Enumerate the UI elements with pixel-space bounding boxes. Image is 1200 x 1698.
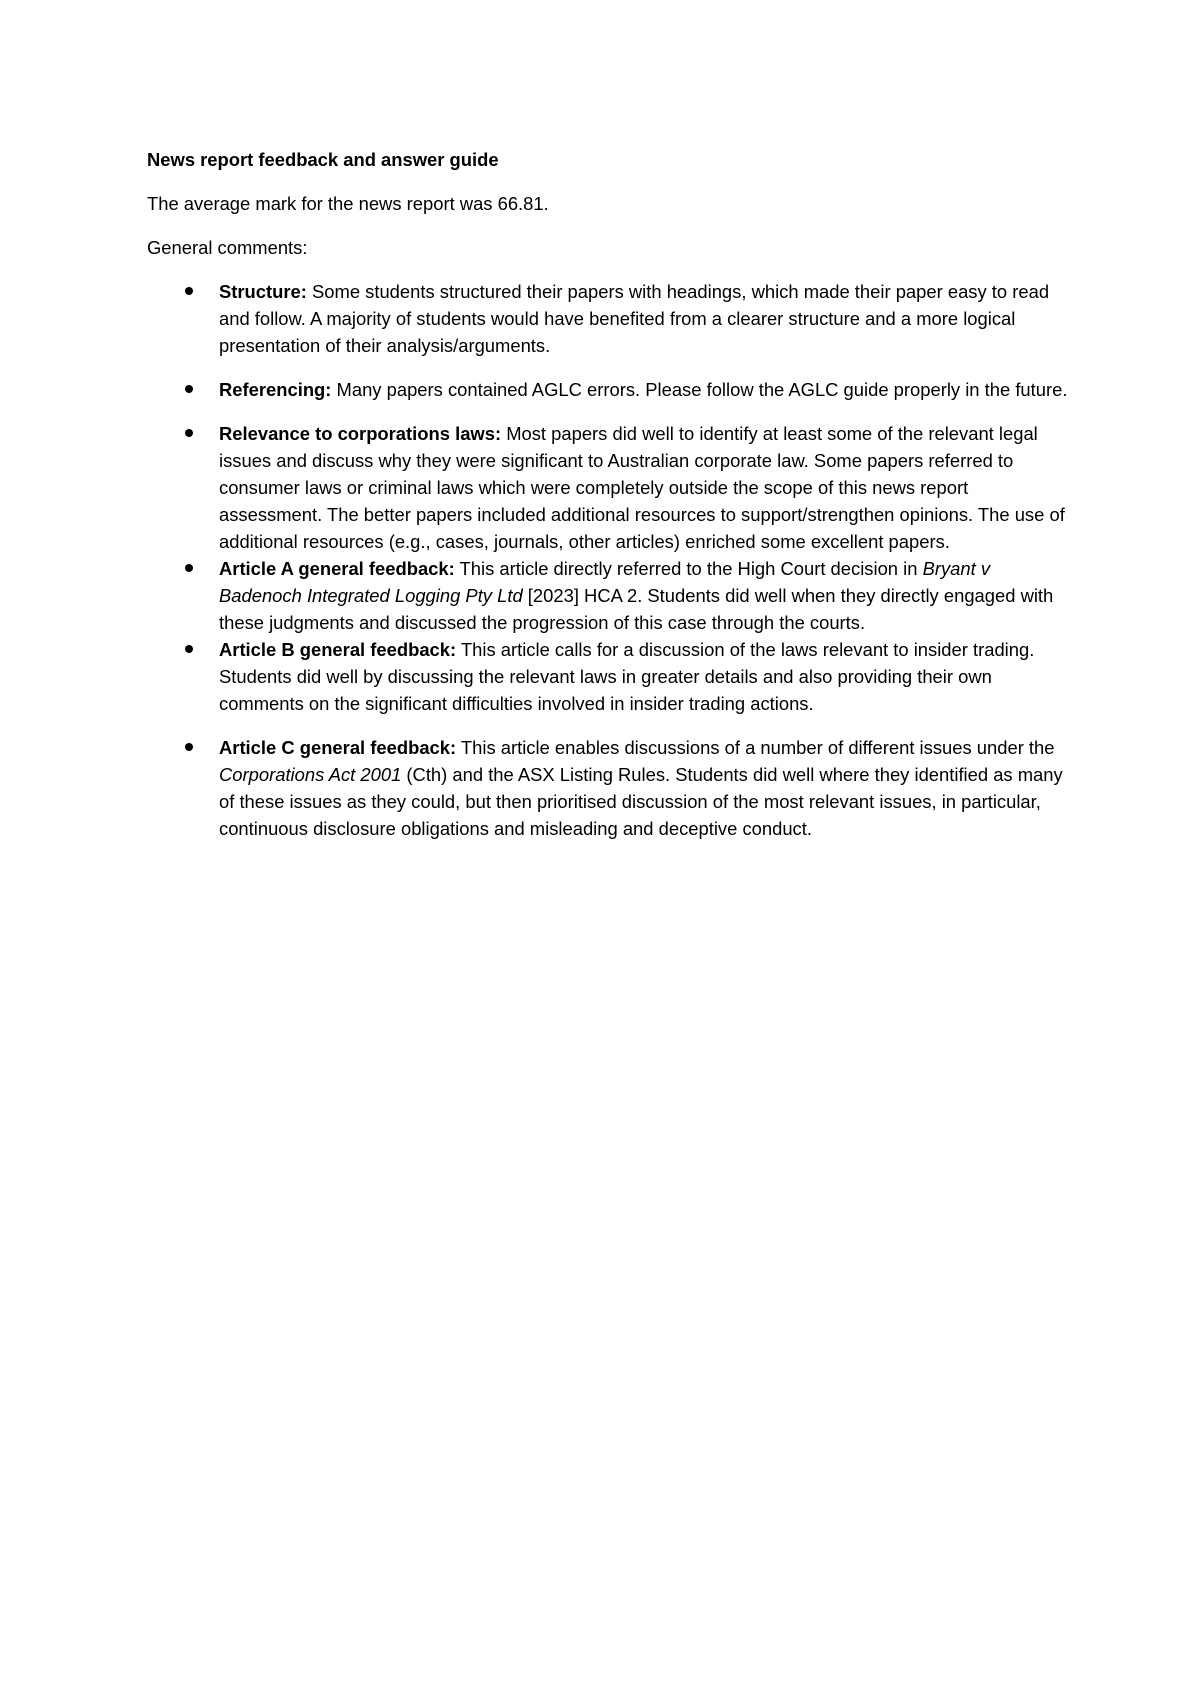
list-item-referencing [147,376,1069,403]
bullet-icon [185,287,193,295]
general-comments-label: General comments: [147,237,308,258]
average-mark-line: The average mark for the news report was 66.81. [147,193,549,214]
list-item-article-b [147,636,1069,717]
bullet-label: Article A general feedback: [219,558,455,579]
document-body [147,146,1077,842]
bullet-label: Article C general feedback: [219,737,457,758]
list-item-article-a [147,555,1069,636]
page-title: News report feedback and answer guide [147,149,499,170]
act-name: Corporations Act 2001 [219,764,402,785]
bullet-text: Some students structured their papers with headings, which made their paper easy to read and follow. A majority of students would have benefited from a clearer structure and a more logical presentation of their analysis/arguments. [219,281,1050,356]
bullet-text-after: [2023] HCA 2. Students did well when they directly engaged with these judgments and discussed the progression of this case through the courts. [219,585,1054,633]
bullet-icon [185,429,193,437]
feedback-list [147,278,1077,842]
bullet-label: Article B general feedback: [219,639,457,660]
bullet-text: This article calls for a discussion of the laws relevant to insider trading. Students did well by discussing the relevant laws in greater details and also providing their own comments on the significant difficulties involved in insider trading actions. [219,639,1035,714]
bullet-icon [185,385,193,393]
bullet-text: This article directly referred to the High Court decision in [454,558,923,579]
bullet-icon [185,743,193,751]
bullet-icon [185,645,193,653]
list-item-relevance [147,420,1069,555]
case-name: Bryant v Badenoch Integrated Logging Pty Ltd [219,558,991,606]
bullet-text: Most papers did well to identify at least some of the relevant legal issues and discuss why they were significant to Australian corporate law. Some papers referred to consumer laws or criminal laws which were completely outside the scope of this news report assessment. The better papers included additional resources to support/strengthen opinions. The use of additional resources (e.g., cases, journals, other articles) enriched some excellent papers. [219,423,1065,552]
bullet-text: This article enables discussions of a number of different issues under the [456,737,1055,758]
bullet-icon [185,564,193,572]
bullet-label: Referencing: [219,379,332,400]
bullet-text-after: (Cth) and the ASX Listing Rules. Students did well where they identified as many of these issues as they could, but then prioritised discussion of the most relevant issues, in particular, continuous disclosure obligations and misleading and deceptive conduct. [219,764,1063,839]
bullet-label: Structure: [219,281,307,302]
bullet-label: Relevance to corporations laws: [219,423,502,444]
bullet-text: Many papers contained AGLC errors. Please follow the AGLC guide properly in the future. [331,379,1068,400]
list-item-article-c [147,734,1069,842]
list-item-structure [147,278,1069,359]
